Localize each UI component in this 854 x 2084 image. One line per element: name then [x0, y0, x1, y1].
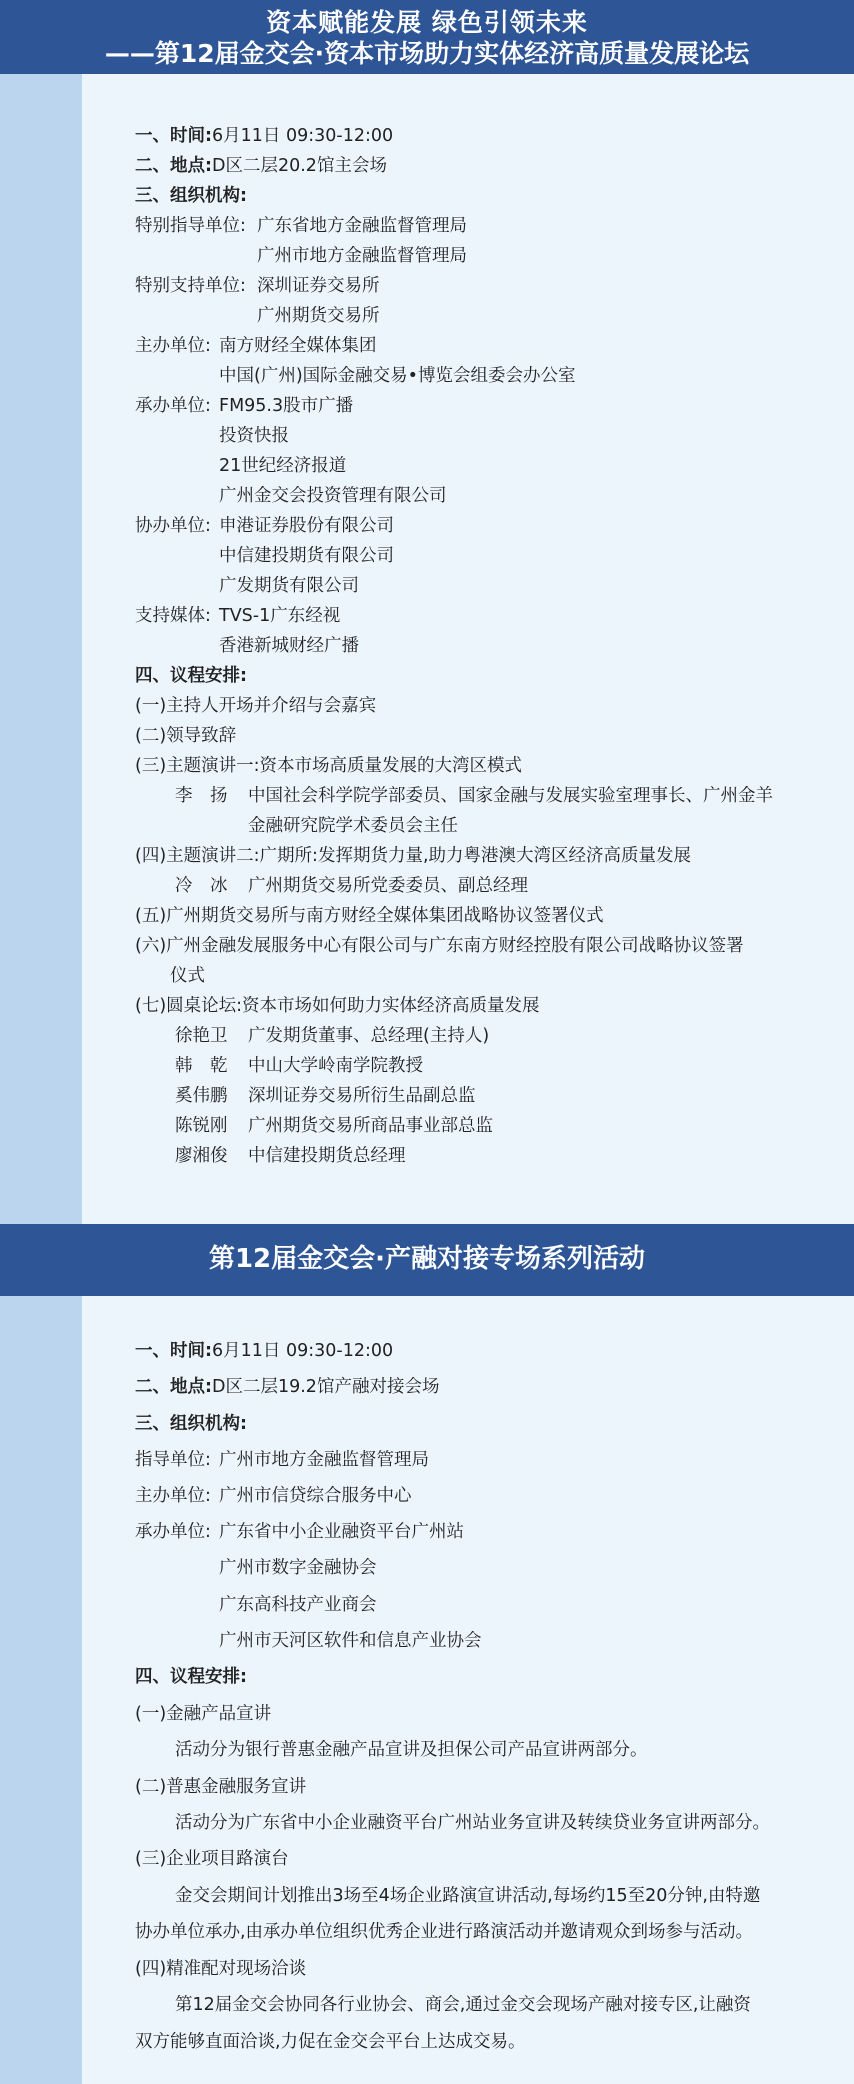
undertake-label: 承办单位: — [135, 396, 211, 416]
matching-place — [135, 1376, 439, 1398]
matching-title-banner — [0, 1224, 854, 1296]
matching-agenda-item-3-desc-cont: 协办单位承办,由承办单位组织优秀企业进行路演活动并邀请观众到场参与活动。 — [135, 1922, 754, 1942]
media-label: 支持媒体: — [135, 606, 211, 626]
special-guide-2: 广州市地方金融监督管理局 — [257, 246, 467, 266]
agenda-item-2: (二)领导致辞 — [135, 726, 237, 746]
matching-guide-label: 指导单位: — [135, 1450, 211, 1470]
speaker-1-desc: 中国社会科学院学部委员、国家金融与发展实验室理事长、广州金羊 — [248, 786, 773, 806]
forum-place-label: 二、地点: — [135, 156, 212, 176]
special-support-1: 深圳证券交易所 — [257, 276, 380, 296]
matching-place-value: D区二层19.2馆产融对接会场 — [212, 1377, 440, 1397]
panelist-1-name: 徐艳卫 — [175, 1026, 228, 1046]
matching-time — [135, 1340, 393, 1362]
agenda-item-5: (五)广州期货交易所与南方财经全媒体集团战略协议签署仪式 — [135, 906, 604, 926]
special-guide-label: 特别指导单位: — [135, 216, 246, 236]
matching-place-label: 二、地点: — [135, 1377, 212, 1397]
assist-3: 广发期货有限公司 — [219, 576, 359, 596]
matching-agenda-item-2: (二)普惠金融服务宣讲 — [135, 1777, 307, 1797]
agenda-item-6: (六)广州金融发展服务中心有限公司与广东南方财经控股有限公司战略协议签署 — [135, 936, 744, 956]
forum-time-value: 6月11日 09:30-12:00 — [212, 126, 394, 146]
media-2: 香港新城财经广播 — [219, 636, 359, 656]
panelist-5-name: 廖湘俊 — [175, 1146, 228, 1166]
matching-host-label: 主办单位: — [135, 1486, 211, 1506]
matching-agenda-item-3: (三)企业项目路演台 — [135, 1849, 289, 1869]
matching-agenda-item-4-desc: 第12届金交会协同各行业协会、商会,通过金交会现场产融对接专区,让融资 — [175, 1995, 751, 2015]
panelist-2-name: 韩 乾 — [175, 1056, 228, 1076]
matching-agenda-item-1-desc: 活动分为银行普惠金融产品宣讲及担保公司产品宣讲两部分。 — [175, 1740, 648, 1760]
matching-time-value: 6月11日 09:30-12:00 — [212, 1341, 394, 1361]
forum-agenda-heading: 四、议程安排: — [135, 666, 247, 686]
matching-host-1: 广州市信贷综合服务中心 — [219, 1486, 412, 1506]
agenda-item-6-cont: 仪式 — [170, 966, 205, 986]
forum-content-panel — [82, 74, 854, 1224]
speaker-2-name: 冷 冰 — [175, 876, 228, 896]
matching-agenda-item-2-desc: 活动分为广东省中小企业融资平台广州站业务宣讲及转续贷业务宣讲两部分。 — [175, 1813, 770, 1833]
speaker-2-desc: 广州期货交易所党委委员、副总经理 — [248, 876, 528, 896]
forum-title-banner — [0, 0, 854, 74]
panelist-4-name: 陈锐刚 — [175, 1116, 228, 1136]
assist-2: 中信建投期货有限公司 — [219, 546, 394, 566]
agenda-item-7: (七)圆桌论坛:资本市场如何助力实体经济高质量发展 — [135, 996, 540, 1016]
undertake-4: 广州金交会投资管理有限公司 — [219, 486, 447, 506]
special-guide-1: 广东省地方金融监督管理局 — [257, 216, 467, 236]
matching-guide-1: 广州市地方金融监督管理局 — [219, 1450, 429, 1470]
matching-undertake-4: 广州市天河区软件和信息产业协会 — [219, 1631, 482, 1651]
matching-title: 第12届金交会·产融对接专场系列活动 — [208, 1244, 646, 1274]
panelist-2-desc: 中山大学岭南学院教授 — [248, 1056, 423, 1076]
assist-1: 申港证券股份有限公司 — [219, 516, 394, 536]
forum-time-label: 一、时间: — [135, 126, 212, 146]
speaker-1-desc-cont: 金融研究院学术委员会主任 — [248, 816, 458, 836]
undertake-3: 21世纪经济报道 — [219, 456, 347, 476]
matching-undertake-label: 承办单位: — [135, 1522, 211, 1542]
speaker-1-name: 李 扬 — [175, 786, 228, 806]
forum-sidebar-strip — [0, 74, 82, 1224]
matching-agenda-item-4: (四)精准配对现场洽谈 — [135, 1959, 307, 1979]
forum-place-value: D区二层20.2馆主会场 — [212, 156, 387, 176]
host-label: 主办单位: — [135, 336, 211, 356]
media-1: TVS-1广东经视 — [219, 606, 341, 626]
forum-org-heading: 三、组织机构: — [135, 186, 247, 206]
forum-title-line1: 资本赋能发展 绿色引领未来 — [266, 8, 588, 37]
matching-undertake-2: 广州市数字金融协会 — [219, 1558, 377, 1578]
matching-agenda-item-1: (一)金融产品宣讲 — [135, 1704, 272, 1724]
special-support-2: 广州期货交易所 — [257, 306, 380, 326]
undertake-2: 投资快报 — [219, 426, 289, 446]
forum-title-line2: ——第12届金交会·资本市场助力实体经济高质量发展论坛 — [104, 39, 750, 68]
matching-org-heading: 三、组织机构: — [135, 1414, 247, 1434]
matching-undertake-3: 广东高科技产业商会 — [219, 1595, 377, 1615]
panelist-4-desc: 广州期货交易所商品事业部总监 — [248, 1116, 493, 1136]
matching-sidebar-strip — [0, 1296, 82, 2084]
agenda-item-4: (四)主题演讲二:广期所:发挥期货力量,助力粤港澳大湾区经济高质量发展 — [135, 846, 692, 866]
matching-agenda-heading: 四、议程安排: — [135, 1667, 247, 1687]
agenda-item-3: (三)主题演讲一:资本市场高质量发展的大湾区模式 — [135, 756, 523, 776]
forum-time — [135, 125, 393, 147]
panelist-5-desc: 中信建投期货总经理 — [248, 1146, 406, 1166]
matching-time-label: 一、时间: — [135, 1341, 212, 1361]
assist-label: 协办单位: — [135, 516, 211, 536]
panelist-1-desc: 广发期货董事、总经理(主持人) — [248, 1026, 490, 1046]
forum-place — [135, 155, 387, 177]
host-2: 中国(广州)国际金融交易•博览会组委会办公室 — [219, 366, 576, 386]
matching-agenda-item-3-desc: 金交会期间计划推出3场至4场企业路演宣讲活动,每场约15至20分钟,由特邀 — [175, 1886, 761, 1906]
panelist-3-desc: 深圳证券交易所衍生品副总监 — [248, 1086, 476, 1106]
special-support-label: 特别支持单位: — [135, 276, 246, 296]
agenda-item-1: (一)主持人开场并介绍与会嘉宾 — [135, 696, 377, 716]
matching-agenda-item-4-desc-cont: 双方能够直面洽谈,力促在金交会平台上达成交易。 — [135, 2032, 526, 2052]
matching-undertake-1: 广东省中小企业融资平台广州站 — [219, 1522, 464, 1542]
host-1: 南方财经全媒体集团 — [219, 336, 377, 356]
undertake-1: FM95.3股市广播 — [219, 396, 354, 416]
panelist-3-name: 奚伟鹏 — [175, 1086, 228, 1106]
